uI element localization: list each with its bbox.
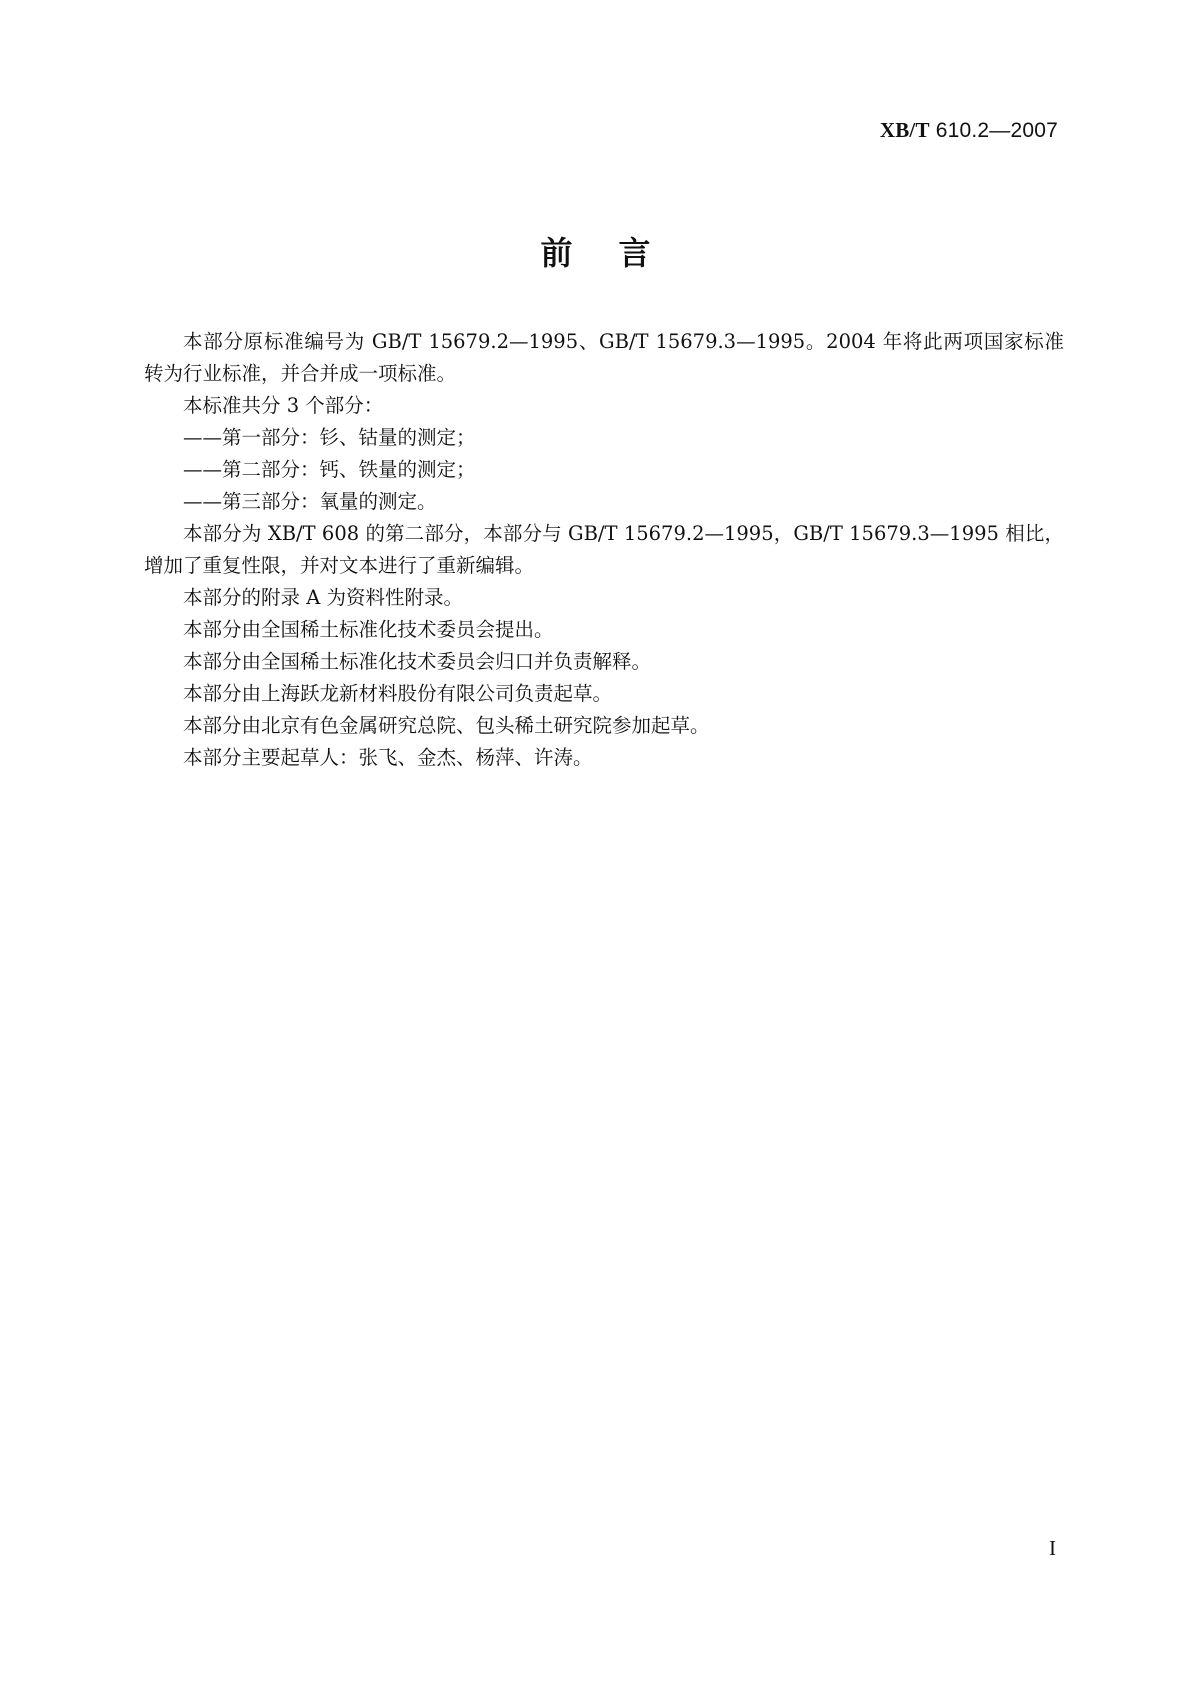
paragraph-drafted-by: 本部分由上海跃龙新材料股份有限公司负责起草。 — [183, 682, 613, 705]
list-item-part-1: ——第一部分：钐、钴量的测定； — [183, 426, 476, 449]
standard-code-number: 610.2—2007 — [929, 119, 1058, 142]
paragraph-original-standard: 本部分原标准编号为 GB/T 15679.2—1995、GB/T 15679.3—1995。2004 年将此两项国家标准转为行业标准，并合并成一项标准。 — [144, 330, 1064, 385]
paragraph-comparison: 本部分为 XB/T 608 的第二部分，本部分与 GB/T 15679.2—1995，GB/T 15679.3—1995 相比，增加了重复性限，并对文本进行了重新编辑。 — [144, 522, 1064, 577]
list-item-part-2: ——第二部分：钙、铁量的测定； — [183, 458, 476, 481]
standard-code — [880, 118, 1058, 143]
standard-code-prefix: XB/T — [879, 118, 930, 142]
paragraph-parts-count: 本标准共分 3 个部分： — [183, 394, 384, 417]
page-number: I — [1049, 1536, 1056, 1560]
paragraph-administered-by: 本部分由全国稀土标准化技术委员会归口并负责解释。 — [183, 650, 652, 673]
foreword-body — [144, 326, 1064, 774]
page-title: 前言 — [540, 234, 697, 272]
paragraph-drafters: 本部分主要起草人：张飞、金杰、杨萍、许涛。 — [183, 746, 593, 769]
paragraph-appendix: 本部分的附录 A 为资料性附录。 — [183, 586, 463, 609]
paragraph-co-drafted-by: 本部分由北京有色金属研究总院、包头稀土研究院参加起草。 — [183, 714, 710, 737]
paragraph-proposed-by: 本部分由全国稀土标准化技术委员会提出。 — [183, 618, 554, 641]
list-item-part-3: ——第三部分：氧量的测定。 — [183, 490, 437, 513]
